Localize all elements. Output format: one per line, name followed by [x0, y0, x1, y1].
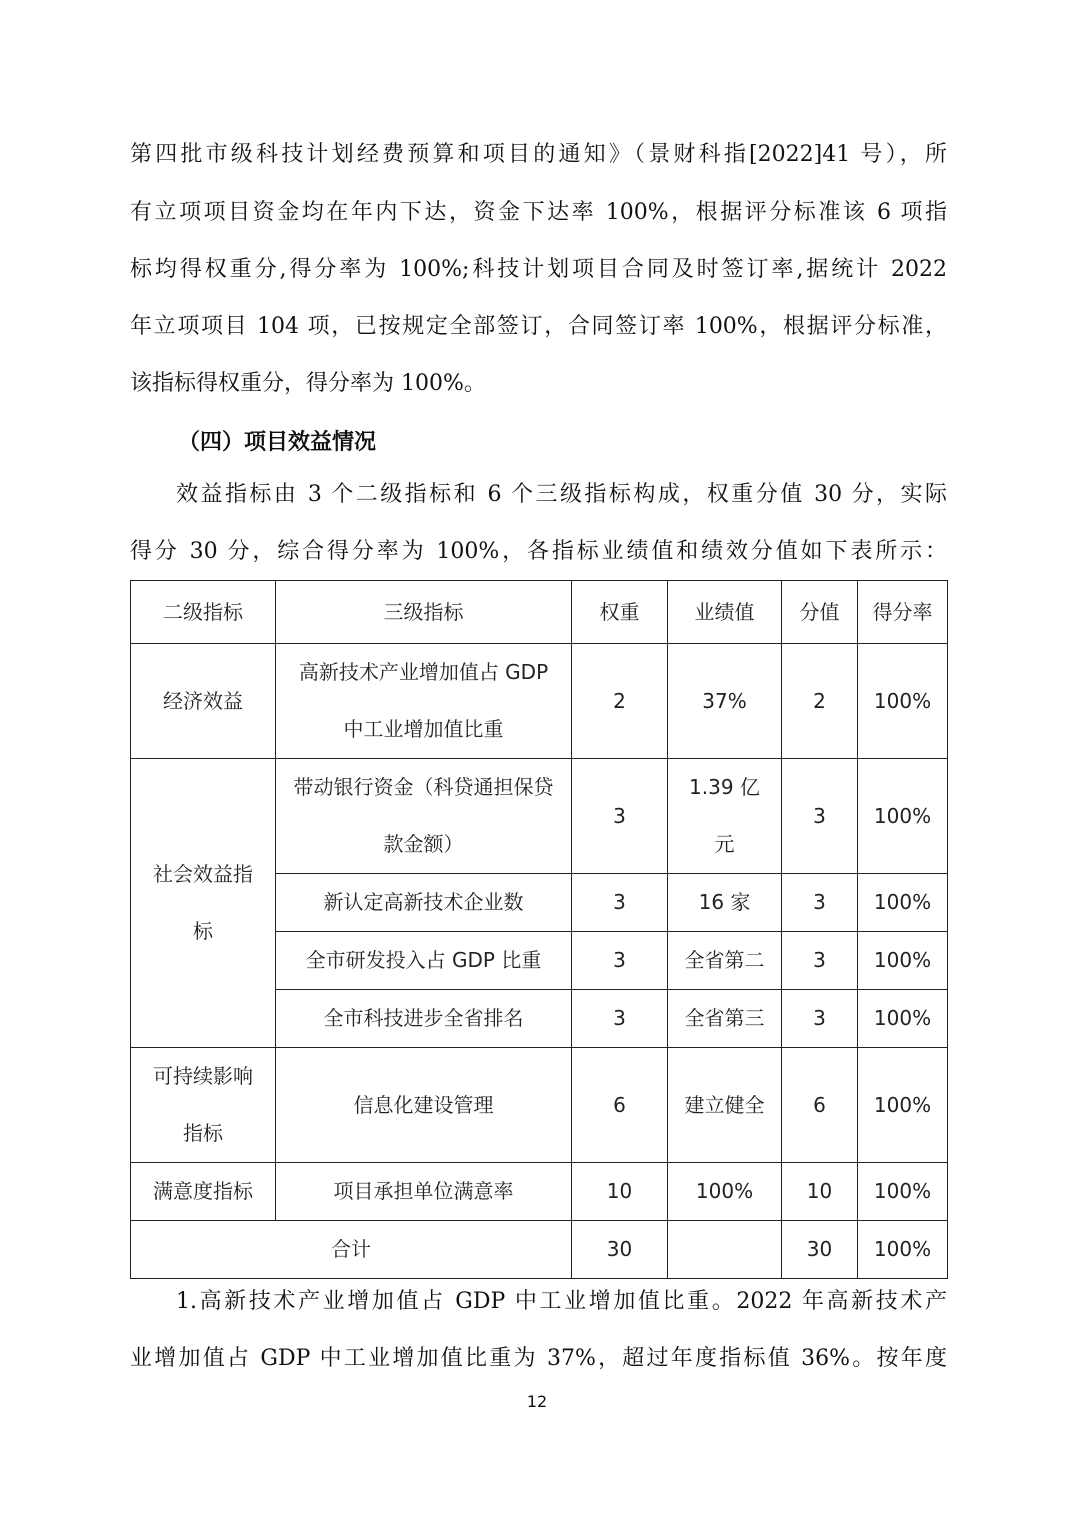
cell-rate: 100% [858, 644, 948, 759]
header-cell: 业绩值 [668, 581, 782, 644]
cell-weight: 6 [572, 1048, 668, 1163]
cell-level2: 满意度指标 [131, 1163, 276, 1221]
cell-rate: 100% [858, 932, 948, 990]
body-text-line: 业增加值占 GDP 中工业增加值比重为 37%，超过年度指标值 36%。按年度 [130, 1346, 947, 1371]
cell-value: 37% [668, 644, 782, 759]
cell-score: 2 [782, 644, 858, 759]
total-score: 30 [782, 1221, 858, 1279]
cell-level2: 经济效益 [131, 644, 276, 759]
cell-rate: 100% [858, 874, 948, 932]
cell-score: 10 [782, 1163, 858, 1221]
body-text-line: 1.高新技术产业增加值占 GDP 中工业增加值比重。2022 年高新技术产 [176, 1289, 947, 1314]
cell-score: 3 [782, 874, 858, 932]
cell-level2: 社会效益指标 [131, 759, 276, 1048]
body-text-line: 有立项项目资金均在年内下达，资金下达率 100%，根据评分标准该 6 项指 [130, 200, 947, 225]
body-text-line: 标均得权重分,得分率为 100%;科技计划项目合同及时签订率,据统计 2022 [130, 257, 947, 282]
body-text-line: 年立项项目 104 项，已按规定全部签订，合同签订率 100%，根据评分标准， [130, 314, 947, 339]
cell-score: 3 [782, 932, 858, 990]
header-cell: 分值 [782, 581, 858, 644]
header-cell: 三级指标 [276, 581, 572, 644]
cell-level3: 信息化建设管理 [276, 1048, 572, 1163]
cell-value: 建立健全 [668, 1048, 782, 1163]
cell-value: 1.39 亿元 [668, 759, 782, 874]
cell-level3: 新认定高新技术企业数 [276, 874, 572, 932]
header-cell: 得分率 [858, 581, 948, 644]
cell-value: 16 家 [668, 874, 782, 932]
header-cell: 二级指标 [131, 581, 276, 644]
cell-level3: 全市研发投入占 GDP 比重 [276, 932, 572, 990]
body-text-line: 该指标得权重分，得分率为 100%。 [130, 371, 486, 396]
table-row [131, 759, 948, 874]
cell-score: 3 [782, 990, 858, 1048]
table-row [131, 1048, 948, 1163]
cell-rate: 100% [858, 990, 948, 1048]
page-number: 12 [526, 1392, 548, 1411]
total-value [668, 1221, 782, 1279]
table-header-row [131, 581, 948, 644]
cell-level2: 可持续影响指标 [131, 1048, 276, 1163]
body-text-line: 得分 30 分，综合得分率为 100%，各指标业绩值和绩效分值如下表所示： [130, 539, 947, 564]
total-label: 合计 [131, 1221, 572, 1279]
cell-weight: 3 [572, 874, 668, 932]
cell-weight: 10 [572, 1163, 668, 1221]
cell-value: 全省第三 [668, 990, 782, 1048]
cell-level3: 高新技术产业增加值占 GDP 中工业增加值比重 [276, 644, 572, 759]
cell-weight: 3 [572, 990, 668, 1048]
table-total-row [131, 1221, 948, 1279]
cell-value: 全省第二 [668, 932, 782, 990]
cell-level3: 带动银行资金（科贷通担保贷款金额） [276, 759, 572, 874]
section-heading: （四）项目效益情况 [178, 430, 377, 455]
cell-level3: 项目承担单位满意率 [276, 1163, 572, 1221]
cell-weight: 2 [572, 644, 668, 759]
body-text-line: 第四批市级科技计划经费预算和项目的通知》（景财科指[2022]41 号），所 [130, 142, 947, 167]
cell-rate: 100% [858, 1048, 948, 1163]
cell-score: 6 [782, 1048, 858, 1163]
total-rate: 100% [858, 1221, 948, 1279]
table-row [131, 644, 948, 759]
cell-rate: 100% [858, 1163, 948, 1221]
header-cell: 权重 [572, 581, 668, 644]
cell-rate: 100% [858, 759, 948, 874]
cell-weight: 3 [572, 932, 668, 990]
cell-score: 3 [782, 759, 858, 874]
table-row [131, 1163, 948, 1221]
body-text-line: 效益指标由 3 个二级指标和 6 个三级指标构成，权重分值 30 分，实际 [176, 482, 947, 507]
cell-value: 100% [668, 1163, 782, 1221]
cell-level3: 全市科技进步全省排名 [276, 990, 572, 1048]
performance-table [130, 580, 948, 1279]
total-weight: 30 [572, 1221, 668, 1279]
cell-weight: 3 [572, 759, 668, 874]
